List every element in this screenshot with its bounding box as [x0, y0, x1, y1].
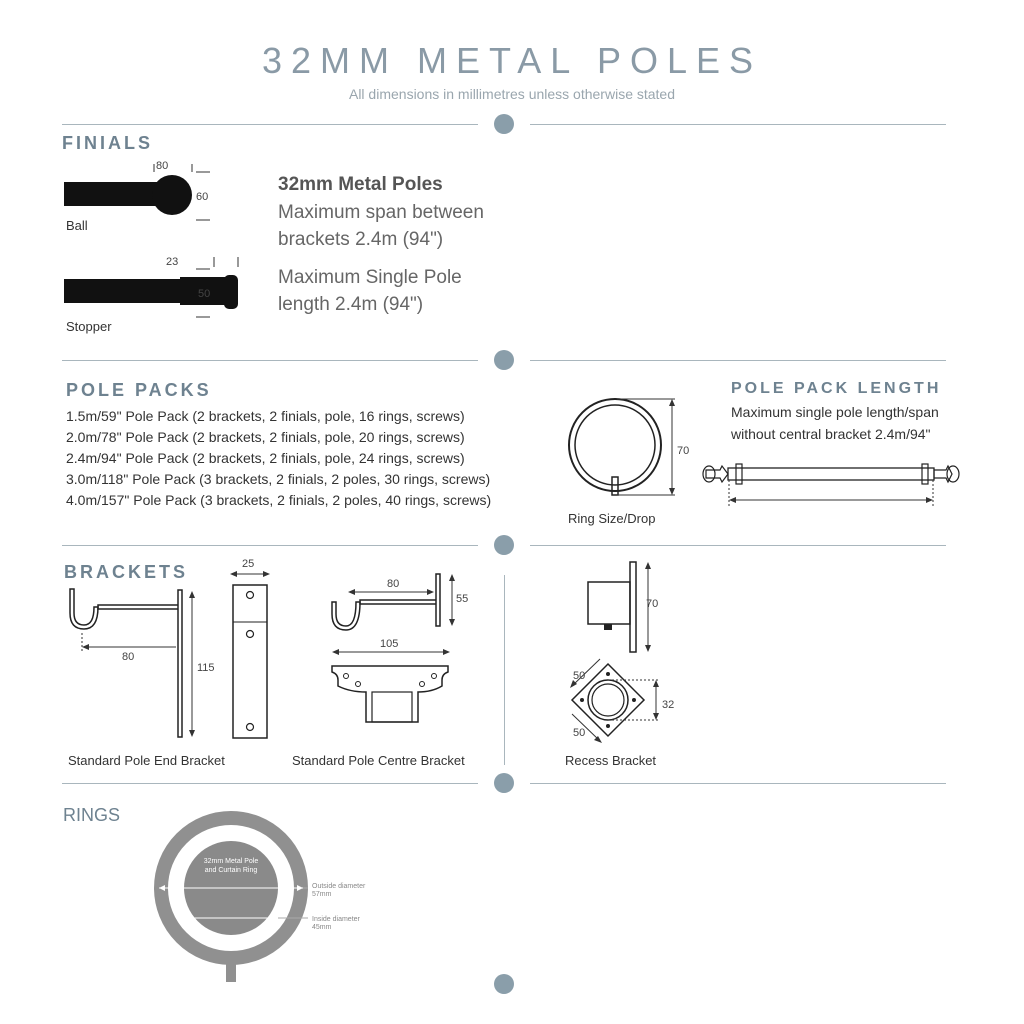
divider-dot — [494, 114, 514, 134]
spec-title: 32mm Metal Poles — [278, 174, 443, 195]
centre-bracket-height: 55 — [456, 593, 469, 605]
recess-bracket-icon — [568, 558, 678, 748]
spec-length-line1: Maximum Single Pole — [278, 267, 462, 288]
recess-side-b: 50 — [573, 727, 586, 739]
spec-span-line2: brackets 2.4m (94") — [278, 229, 444, 250]
divider — [62, 360, 478, 361]
end-bracket-icon — [58, 585, 218, 745]
divider-dot — [494, 535, 514, 555]
ball-width: 80 — [156, 160, 169, 172]
ring-inner-line2: and Curtain Ring — [204, 867, 258, 874]
divider — [530, 360, 946, 361]
pole-pack-item: 3.0m/118" Pole Pack (3 brackets, 2 finials, 2 poles, 30 rings, screws) — [66, 471, 491, 487]
end-bracket-plate-icon — [226, 560, 276, 740]
ring-outside-diameter — [312, 883, 365, 899]
recess-bracket-label: Recess Bracket — [565, 753, 657, 768]
curtain-ring-icon — [150, 810, 320, 985]
page-subtitle: All dimensions in millimetres unless otherwise stated — [348, 86, 676, 102]
centre-bracket-icon — [320, 570, 470, 740]
recess-side-a: 50 — [573, 670, 586, 682]
ring-drop-value: 70 — [677, 445, 690, 457]
end-bracket-label: Standard Pole End Bracket — [68, 753, 225, 768]
pole-pack-item: 2.0m/78" Pole Pack (2 brackets, 2 finials, pole, 20 rings, screws) — [66, 429, 465, 445]
spec-span-line1: Maximum span between — [278, 202, 484, 223]
divider — [530, 124, 946, 125]
vertical-divider — [504, 575, 505, 765]
ring-inside-diameter — [312, 916, 360, 932]
plate-width: 25 — [242, 558, 255, 570]
ring-drop-icon — [565, 393, 695, 508]
page-title: 32MM METAL POLES — [261, 40, 763, 81]
pole-pack-length-heading: POLE PACK LENGTH — [731, 380, 942, 397]
centre-bracket-width: 105 — [380, 638, 399, 650]
divider — [530, 783, 946, 784]
inside-diameter-line1: Inside diameter — [312, 916, 360, 923]
pole-packs-heading: POLE PACKS — [66, 380, 212, 400]
ball-label: Ball — [66, 218, 88, 233]
outside-diameter-line2: 57mm — [312, 891, 332, 898]
recess-bracket-height: 70 — [646, 598, 659, 610]
end-bracket-height: 115 — [197, 662, 215, 674]
stopper-finial-icon — [60, 255, 220, 325]
end-bracket-projection: 80 — [122, 651, 135, 663]
brackets-heading: BRACKETS — [64, 562, 189, 582]
stopper-label: Stopper — [66, 319, 112, 334]
ball-height: 60 — [196, 191, 209, 203]
divider-dot — [494, 773, 514, 793]
pole-pack-length-line2: without central bracket 2.4m/94" — [731, 426, 931, 442]
ring-inner-text — [190, 857, 272, 875]
pole-pack-item: 4.0m/157" Pole Pack (3 brackets, 2 finials, 2 poles, 40 rings, screws) — [66, 492, 492, 508]
divider — [62, 545, 478, 546]
pole-pack-length-line1: Maximum single pole length/span — [731, 404, 939, 420]
divider-dot — [494, 350, 514, 370]
pole-pack-item: 2.4m/94" Pole Pack (2 brackets, 2 finials, pole, 24 rings, screws) — [66, 450, 465, 466]
ring-inner-line1: 32mm Metal Pole — [203, 858, 259, 865]
inside-diameter-line2: 45mm — [312, 924, 332, 931]
ring-drop-label: Ring Size/Drop — [568, 511, 656, 526]
stopper-height: 50 — [198, 288, 211, 300]
pole-packs-list — [66, 406, 491, 511]
recess-bore: 32 — [662, 699, 675, 711]
outside-diameter-line1: Outside diameter — [312, 883, 366, 890]
spec-length-line2: length 2.4m (94") — [278, 294, 424, 315]
rings-heading: RINGS — [63, 805, 121, 825]
centre-bracket-label: Standard Pole Centre Bracket — [292, 753, 465, 768]
pole-length-icon — [700, 458, 965, 513]
divider — [62, 783, 478, 784]
centre-bracket-projection: 80 — [387, 578, 400, 590]
stopper-width: 23 — [166, 256, 179, 268]
finials-heading: FINIALS — [62, 133, 153, 153]
divider — [62, 124, 478, 125]
divider — [530, 545, 946, 546]
pole-pack-item: 1.5m/59" Pole Pack (2 brackets, 2 finials, pole, 16 rings, screws) — [66, 408, 465, 424]
divider-dot — [494, 974, 514, 994]
